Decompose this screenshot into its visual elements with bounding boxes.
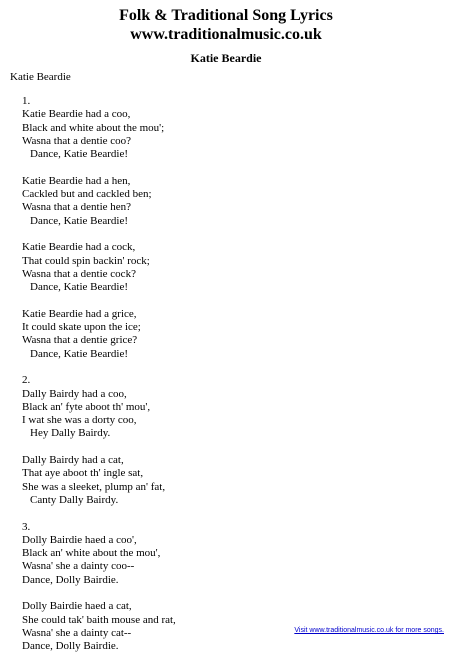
lyric-line: Dance, Katie Beardie! [30, 281, 129, 294]
lyric-line: Black an' white about the mou', [22, 547, 161, 560]
lyric-line: Wasna' she a dainty coo-- [22, 560, 135, 573]
lyric-line: I wat she was a dorty coo, [22, 414, 137, 427]
stanza [22, 454, 176, 507]
lyric-line: Katie Beardie had a cock, [22, 241, 136, 254]
lyric-line: Katie Beardie had a grice, [22, 307, 137, 320]
lyric-line: Dance, Dolly Bairdie. [22, 640, 119, 653]
footer-link[interactable]: Visit www.traditionalmusic.co.uk for more songs. [294, 627, 444, 634]
stanza [22, 95, 176, 161]
lyric-line: It could skate upon the ice; [22, 321, 141, 334]
lyric-line: Katie Beardie had a hen, [22, 174, 131, 187]
lyric-line: She was a sleeket, plump an' fat, [22, 480, 166, 493]
lyric-line: Wasna that a dentie grice? [22, 334, 138, 347]
site-url: www.traditionalmusic.co.uk [130, 26, 322, 43]
page-header [0, 6, 452, 44]
stanza [22, 374, 176, 440]
lyric-line: Dance, Dolly Bairdie. [22, 573, 119, 586]
stanza [22, 241, 176, 294]
lyric-line: Black an' fyte aboot th' mou', [22, 400, 151, 413]
lyric-line: Dally Bairdy had a cat, [22, 454, 124, 467]
stanza [22, 521, 176, 587]
song-label: Katie Beardie [10, 71, 71, 83]
lyric-line: Dolly Bairdie haed a cat, [22, 600, 132, 613]
lyric-line: Wasna that a dentie cock? [22, 267, 136, 280]
lyric-line: Dance, Katie Beardie! [30, 148, 129, 161]
lyric-line: Katie Beardie had a coo, [22, 108, 131, 121]
lyric-line: That aye aboot th' ingle sat, [22, 467, 144, 480]
lyric-line: Wasna that a dentie hen? [22, 201, 132, 214]
lyric-line: Cackled but and cackled ben; [22, 188, 152, 201]
lyric-line: Canty Dally Bairdy. [30, 493, 119, 506]
lyric-line: Dolly Bairdie haed a coo', [22, 533, 137, 546]
stanza [22, 308, 176, 361]
lyric-line: She could tak' baith mouse and rat, [22, 613, 176, 626]
lyric-line: 1. [22, 95, 31, 107]
lyric-line: That could spin backin' rock; [22, 254, 150, 267]
stanza [22, 600, 176, 653]
lyric-line: 2. [22, 374, 31, 387]
lyric-line: Hey Dally Bairdy. [30, 427, 111, 440]
stanza [22, 175, 176, 228]
lyric-line: Black and white about the mou'; [22, 121, 165, 134]
lyric-line: 3. [22, 520, 31, 533]
lyrics-body [22, 95, 176, 667]
song-title: Katie Beardie [190, 51, 262, 65]
site-name: Folk & Traditional Song Lyrics [119, 7, 333, 24]
lyric-line: Dally Bairdy had a coo, [22, 387, 127, 400]
lyric-line: Dance, Katie Beardie! [30, 214, 129, 227]
lyric-line: Dance, Katie Beardie! [30, 347, 129, 360]
lyric-line: Wasna' she a dainty cat-- [22, 626, 132, 639]
lyric-line: Wasna that a dentie coo? [22, 134, 132, 147]
